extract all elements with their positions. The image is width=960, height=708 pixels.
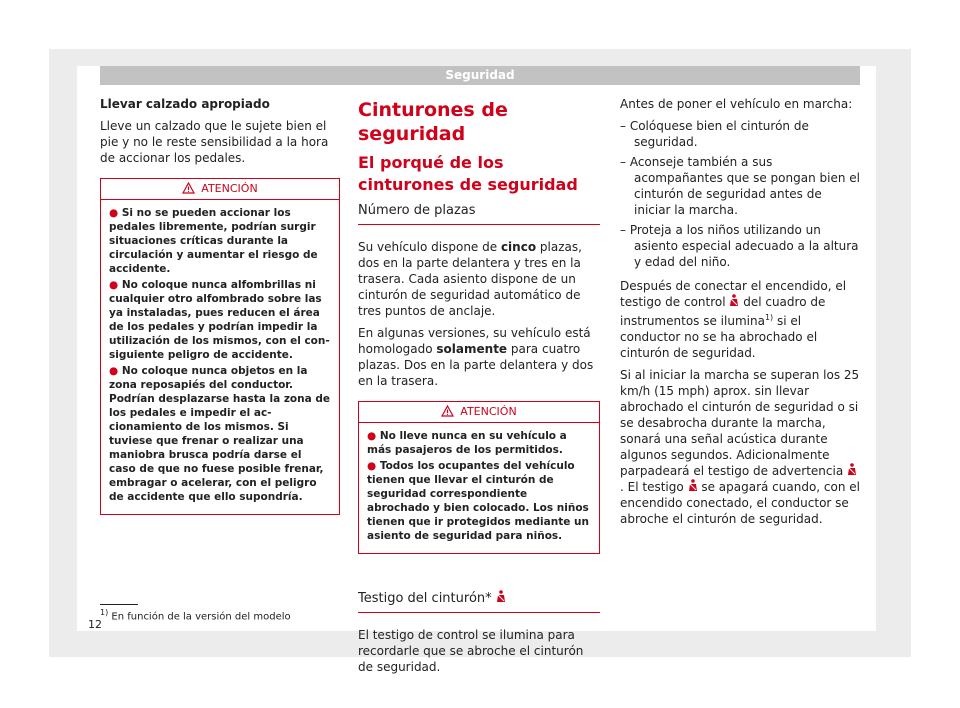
paragraph-before-driving: Antes de poner el vehículo en marcha: — [620, 97, 853, 111]
chapter-title: Cinturones de seguridad — [358, 99, 508, 145]
list-item: – Colóquese bien el cinturón de seguridad. — [620, 119, 809, 149]
warning-triangle-icon — [441, 405, 454, 417]
warning-box-1 — [100, 178, 340, 515]
warning-item: ● Si no se pueden accionar los pedales libremente, podrían surgir situaciones críticas durante la circulación y aumentar el riesgo de accidente. — [109, 207, 318, 275]
bullet-icon: ● — [367, 460, 380, 472]
bullet-icon: ● — [367, 430, 380, 442]
seatbelt-warning-icon — [729, 294, 739, 307]
warning-body — [359, 423, 599, 553]
section-heading-belt-light: Testigo del cinturón* — [358, 590, 600, 613]
column-1 — [100, 96, 340, 515]
paragraph-seats: Su vehículo dispone de cinco plazas, dos en la parte delantera y tres en la trasera. Cada asiento dispone de un cinturón de seguridad automático de tres puntos de anclaje. — [358, 240, 582, 318]
seatbelt-warning-icon — [688, 479, 698, 492]
warning-body — [101, 200, 339, 514]
list-item: – Aconseje también a sus acompañantes que se pongan bien el cinturón de seguridad antes de iniciar la marcha. — [620, 155, 860, 217]
seatbelt-warning-icon — [847, 463, 857, 476]
footnote-divider — [100, 604, 138, 605]
warning-item: ● No coloque nunca objetos en la zona reposapiés del conductor. Podrían desplazarse hasta la zona de los pedales e impedir el accionamiento de los mismos. Si tuviese que frenar o realizar una maniobra brusca podría darse el caso de que no fuese posible frenar, embragar o acelerar, con el peligro de accidente que ello supondría. — [109, 365, 330, 503]
warning-title: ATENCIÓN — [201, 182, 258, 195]
seatbelt-warning-icon — [496, 590, 506, 603]
heading-footwear: Llevar calzado apropiado — [100, 97, 270, 111]
warning-box-2 — [358, 401, 600, 554]
bullet-icon: ● — [109, 365, 122, 377]
section-header: Seguridad — [100, 66, 860, 85]
warning-header — [359, 402, 599, 423]
paragraph-speed-warning: Si al iniciar la marcha se superan los 25 km/h (15 mph) aprox. sin llevar abrochado el cinturón de seguridad o si se desabrocha durante la marcha, sonará una señal acústica durante algunos segundos. Adicionalmente parpadeará el testigo de advertencia . El testigo se apagará cuando, con el encendido conectado, el conductor se abroche el cinturón de seguridad. — [620, 368, 861, 526]
paragraph-belt-light: El testigo de control se ilumina para recordarle que se abroche el cinturón de seguridad. — [358, 628, 584, 674]
warning-triangle-icon — [182, 182, 195, 194]
column-2 — [358, 96, 600, 681]
page-number: 12 — [88, 618, 102, 631]
warning-item: ● Todos los ocupantes del vehículo tienen que llevar el cinturón de seguridad correspondiente abrochado y bien colocado. Los niños tienen que ir protegidos mediante un asiento de seguridad para niños. — [367, 460, 589, 542]
footnote: $^{1)}$ En función de la versión del modelo — [100, 608, 291, 623]
bullet-icon: ● — [109, 279, 122, 291]
paragraph-homologation: En algunas versiones, su vehículo está homologado solamente para cuatro plazas. Dos en la parte delantera y dos en la trasera. — [358, 326, 594, 388]
warning-item: ● No lleve nunca en su vehículo a más pasajeros de los permitidos. — [367, 430, 567, 456]
section-heading-seats: Número de plazas — [358, 202, 600, 225]
list-item: – Proteja a los niños utilizando un asiento especial adecuado a la altura y edad del niño. — [620, 223, 859, 269]
column-3 — [620, 96, 860, 533]
chapter-subtitle: El porqué de los cinturones de seguridad — [358, 153, 578, 194]
paragraph-ignition: Después de conectar el encendido, el testigo de control del cuadro de instrumentos se ilumina$^{1)}$ si el conductor no se ha abrochado el cinturón de seguridad. — [620, 279, 847, 360]
warning-header — [101, 179, 339, 200]
warning-title: ATENCIÓN — [460, 405, 517, 418]
warning-item: ● No coloque nunca alfombrillas ni cualquier otro alfombrado sobre las ya instaladas, pues reducen el área de los pedales y podrían impedir la utilización de los mismos, con el consiguiente peligro de accidente. — [109, 279, 330, 361]
bullet-icon: ● — [109, 207, 122, 219]
paragraph-footwear: Lleve un calzado que le sujete bien el pie y no le reste sensibilidad a la hora de accionar los pedales. — [100, 119, 329, 165]
